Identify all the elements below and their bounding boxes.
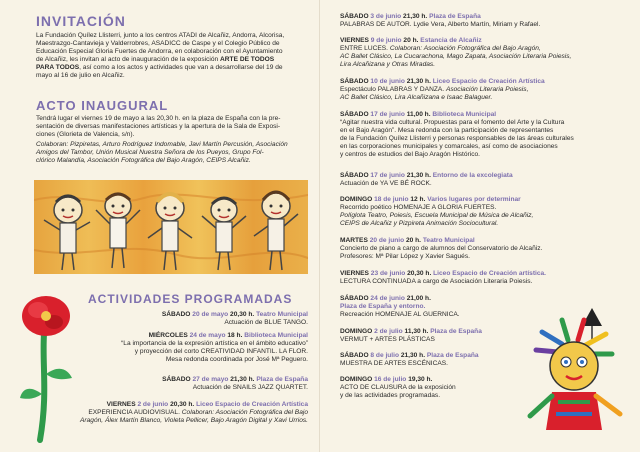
event-right-9: SÁBADO 24 de junio 21,00 h. Plaza de España y entorno. Recreación HOMENAJE AL GUERNICA. xyxy=(340,295,460,318)
activities-title: ACTIVIDADES PROGRAMADAS xyxy=(88,292,293,306)
event-left-4: VIERNES 2 de junio 20,30 h. Liceo Espacio de Creación Artística EXPERIENCIA AUDIOVISUAL. Colaboran: Asociación Fotográfica del Bajo Aragón, Álex Martín Blanco, Violeta Pellicer, Bajo Aragón Digital y Xavi Urrios. xyxy=(80,401,308,424)
acto-collaborators: Colaboran: Pizpiretas, Arturo Rodríguez Indomable, Javi Martín Percusión, Asociación Amigos del Tambor, Unión Musical Nuestra Señora de los Pueyos, Grupo Fol- clórico Malandía, Asociación Fotográfica del Bajo Aragón, CEIPS Alcañiz. xyxy=(36,141,288,164)
event-right-8: VIERNES 23 de junio 20,30 h. Liceo Espacio de Creación artística. LECTURA CONTINUADA a cargo de Asociación Literaria Poiesis. xyxy=(340,270,547,285)
child-painting-image xyxy=(522,306,626,438)
event-right-1: SÁBADO 3 de junio 21,30 h. Plaza de España PALABRAS DE AUTOR. Lydie Vera, Alberto Martín, Miriam y Rafael. xyxy=(340,13,541,28)
event-right-2: VIERNES 9 de junio 20 h. Estancia de Alcañiz ENTRE LUCES. Colaboran: Asociación Fotográfica del Bajo Aragón, AC Ballet Clásico, La Cucarachona, Mago Zapata, Asociación Literaria Poiesis, Lira Alcañizana y Otras Miradas. xyxy=(340,37,572,68)
event-left-2: MIÉRCOLES 24 de mayo 18 h. Biblioteca Municipal “La importancia de la expresión artística en el ámbito educativo” y proyección del corto CREATIVIDAD INFANTIL. LA FLOR. Mesa redonda coordinada por José Mª Peguero. xyxy=(121,332,308,363)
event-right-10: DOMINGO 2 de julio 11,30 h. Plaza de España VERMUT + ARTES PLÁSTICAS xyxy=(340,328,482,343)
invitation-title: INVITACIÓN xyxy=(36,13,126,29)
event-right-11: SÁBADO 8 de julio 21,30 h. Plaza de España MUESTRA DE ARTES ESCÉNICAS. xyxy=(340,352,479,367)
event-left-1: SÁBADO 20 de mayo 20,30 h. Teatro Municipal Actuación de BLUE TANGO. xyxy=(161,311,308,326)
fold-line xyxy=(319,0,320,452)
event-right-6: DOMINGO 18 de junio 12 h. Varios lugares por determinar Recorrido poético HOMENAJE A GLORIA FUERTES. Políglota Teatro, Poiesis, Escuela Municipal de Música de Alcañiz, CEIPS de Alcañiz y Pizpireta Animación Sociocultural. xyxy=(340,196,534,227)
acto-inaugural-text: Tendrá lugar el viernes 19 de mayo a las 20,30 h. en la plaza de España con la pre- sentación de diversas manifestaciones artísticas y la apertura de la Sala de Exposi- ciones (Glorieta de Valencia, s/n). xyxy=(36,115,281,138)
event-right-3: SÁBADO 10 de junio 21,30 h. Liceo Espacio de Creación Artística Espectáculo PALABRAS Y DANZA. Asociación Literaria Poiesis, AC Ballet Clásico, Lira Alcañizana e Isaac Balaguer. xyxy=(340,78,545,101)
invitation-text: La Fundación Quílez Llisterri, junto a los centros ATADI de Alcañiz, Andorra, Alcorisa, Maestrazgo-Cantavieja y Valderrobres, ASADICC de Caspe y el Colegio Público de Educación Especial Gloria Fuertes de Andorra, en colaboración con el Ayuntamiento de Alcañiz, les invitan al acto de inauguración de la exposición ARTE DE TODOS PARA TODOS, así como a los actos y actividades que van a desarrollarse del 19 de mayo al 16 de julio en Alcañiz. xyxy=(36,32,285,79)
event-right-12: DOMINGO 16 de julio 19,30 h. ACTO DE CLAUSURA de la exposición y de las actividades programadas. xyxy=(340,376,456,399)
acto-inaugural-title: ACTO INAUGURAL xyxy=(36,98,169,113)
event-right-7: MARTES 20 de junio 20 h. Teatro Municipal Concierto de piano a cargo de alumnos del Conservatorio de Alcañiz. Profesores: Mª Pilar López y Xavier Sagués. xyxy=(340,237,543,260)
mural-painting-image xyxy=(34,180,308,274)
event-right-5: SÁBADO 17 de junio 21,30 h. Entorno de la excolegiata Actuación de YA VE BÉ ROCK. xyxy=(340,172,513,187)
event-left-3: SÁBADO 27 de mayo 21,30 h. Plaza de España Actuación de SNAILS JAZZ QUARTET. xyxy=(162,376,308,391)
event-right-4: SÁBADO 17 de junio 11,00 h. Biblioteca Municipal “Agitar nuestra vida cultural. Propuestas para el fomento del Arte y la Cultura en el Bajo Aragón”. Mesa redonda con la participación de representantes de la Fundación Quílez Llisterri y personas responsables de las áreas culturales en las corporaciones municipales y comarcales, así como de asociaciones y centros de estudios del Bajo Aragón Histórico. xyxy=(340,111,574,158)
